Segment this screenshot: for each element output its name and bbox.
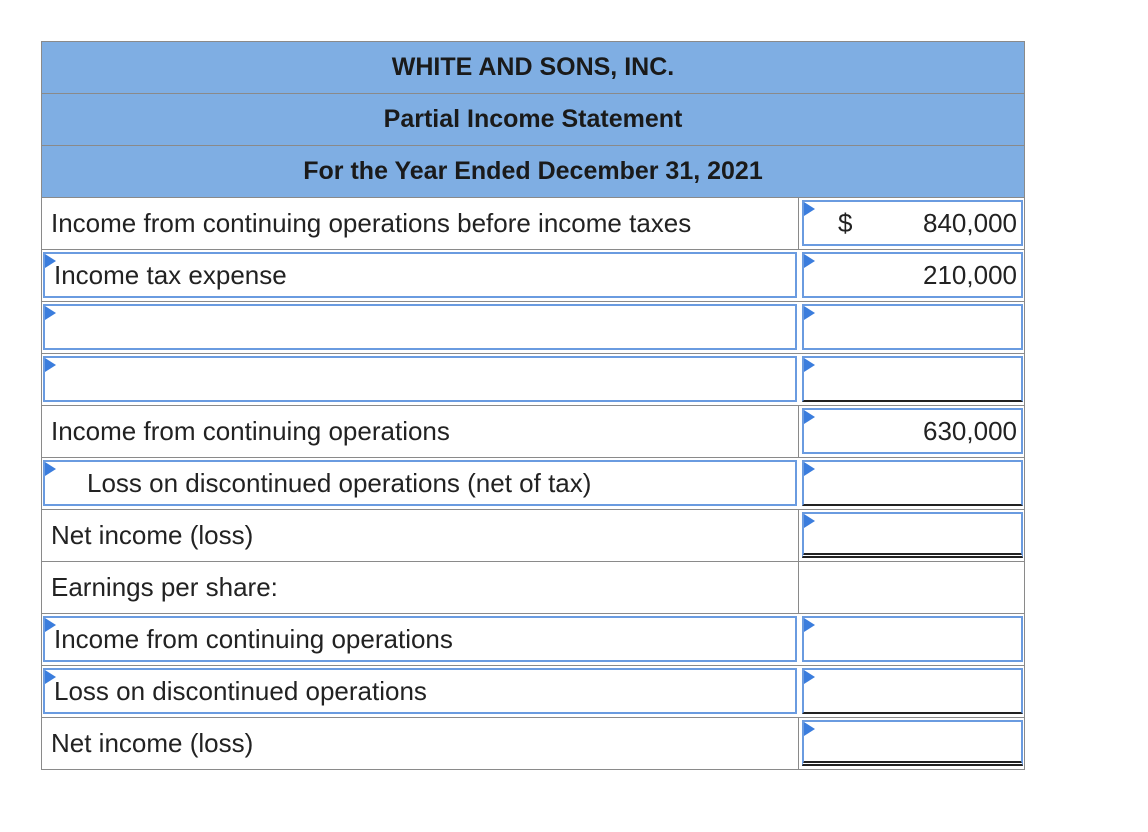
label-dropdown[interactable] — [43, 616, 797, 662]
amount-input[interactable] — [802, 200, 1023, 246]
amount-input[interactable] — [802, 252, 1023, 298]
amount-value: 630,000 — [923, 415, 1017, 446]
amount-input[interactable] — [802, 616, 1023, 662]
company-name-header — [41, 41, 1025, 93]
amount-cell — [800, 562, 1024, 613]
input-marker-icon — [45, 358, 56, 372]
row-label: Loss on discontinued operations — [54, 675, 427, 706]
company-name: WHITE AND SONS, INC. — [391, 53, 675, 81]
amount-input[interactable] — [802, 460, 1023, 506]
input-marker-icon — [804, 306, 815, 320]
input-marker-icon — [804, 462, 815, 476]
row-label: Income from continuing operations before income taxes — [42, 198, 799, 249]
input-marker-icon — [45, 306, 56, 320]
currency-symbol: $ — [838, 207, 853, 238]
table-row — [41, 510, 1025, 562]
row-label: Net income (loss) — [42, 510, 799, 561]
table-row — [41, 458, 1025, 510]
input-marker-icon — [804, 514, 815, 528]
table-row — [41, 302, 1025, 354]
amount-input[interactable] — [802, 408, 1023, 454]
input-marker-icon — [45, 618, 56, 632]
input-marker-icon — [45, 670, 56, 684]
table-row — [41, 666, 1025, 718]
amount-input[interactable] — [802, 304, 1023, 350]
row-label: Income from continuing operations — [54, 623, 453, 654]
table-row — [41, 250, 1025, 302]
row-label: Income from continuing operations — [42, 406, 799, 457]
input-marker-icon — [45, 462, 56, 476]
table-row — [41, 198, 1025, 250]
input-marker-icon — [804, 670, 815, 684]
amount-input[interactable] — [802, 356, 1023, 402]
table-row — [41, 406, 1025, 458]
input-marker-icon — [804, 410, 815, 424]
row-label: Earnings per share: — [42, 562, 799, 613]
amount-input[interactable] — [802, 512, 1023, 558]
label-dropdown[interactable] — [43, 252, 797, 298]
amount-input[interactable] — [802, 668, 1023, 714]
input-marker-icon — [45, 254, 56, 268]
period-header — [41, 145, 1025, 198]
input-marker-icon — [804, 202, 815, 216]
input-marker-icon — [804, 254, 815, 268]
label-dropdown[interactable] — [43, 356, 797, 402]
row-label: Loss on discontinued operations (net of tax) — [87, 467, 592, 498]
amount-value: 210,000 — [923, 259, 1017, 290]
label-dropdown[interactable] — [43, 668, 797, 714]
table-row — [41, 718, 1025, 770]
amount-input[interactable] — [802, 720, 1023, 766]
table-row — [41, 354, 1025, 406]
statement-title: Partial Income Statement — [383, 105, 683, 133]
label-dropdown[interactable] — [43, 460, 797, 506]
income-statement-table — [41, 41, 1025, 770]
input-marker-icon — [804, 722, 815, 736]
amount-value: 840,000 — [923, 207, 1017, 238]
statement-title-header — [41, 93, 1025, 145]
row-label: Net income (loss) — [42, 718, 799, 769]
input-marker-icon — [804, 358, 815, 372]
label-dropdown[interactable] — [43, 304, 797, 350]
input-marker-icon — [804, 618, 815, 632]
table-row — [41, 562, 1025, 614]
statement-period: For the Year Ended December 31, 2021 — [303, 157, 763, 185]
table-row — [41, 614, 1025, 666]
row-label: Income tax expense — [54, 259, 287, 290]
